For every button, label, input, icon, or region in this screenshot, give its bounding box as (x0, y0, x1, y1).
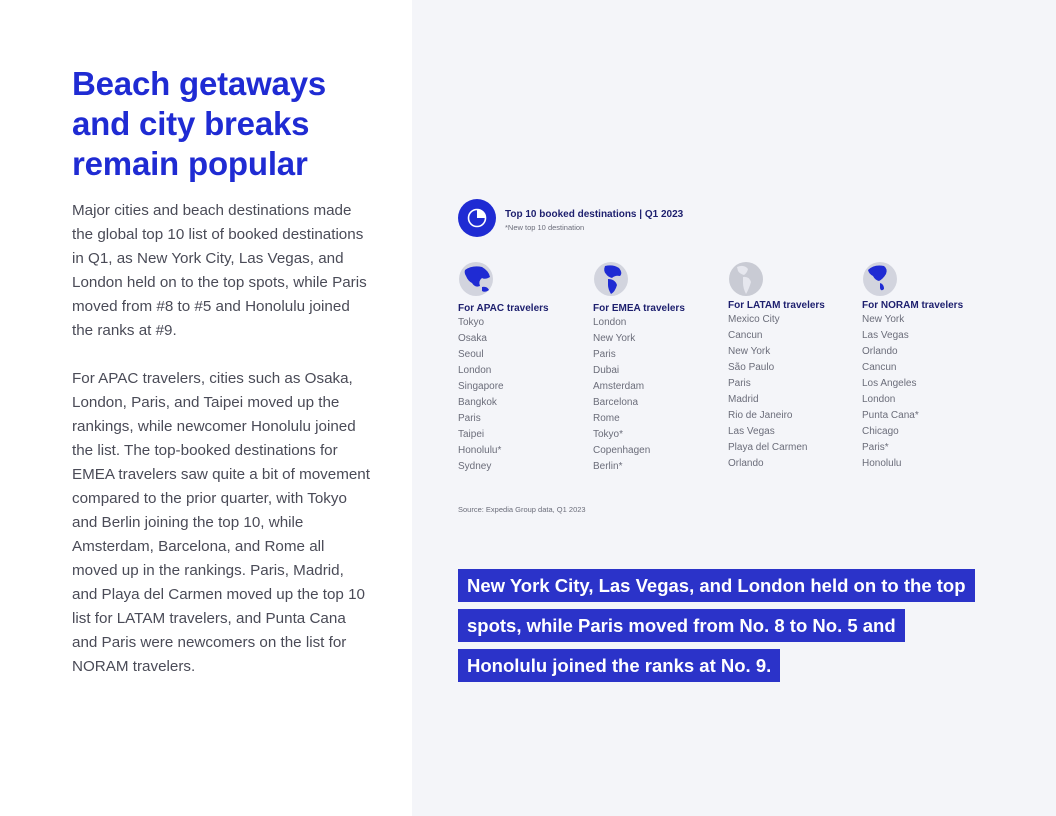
list-item: Paris* (862, 442, 889, 453)
noram-heading: For NORAM travelers (862, 300, 964, 311)
latam-list (728, 312, 858, 472)
list-item: Dubai (593, 365, 620, 376)
list-item: London (593, 317, 627, 328)
list-item: Orlando (862, 346, 898, 357)
noram-list (862, 312, 992, 472)
list-item: Berlin* (593, 461, 623, 472)
emea-heading: For EMEA travelers (593, 303, 685, 314)
pie-chart-icon (458, 199, 496, 237)
list-item: Paris (593, 349, 616, 360)
chart-header (458, 199, 858, 239)
intro-paragraph: Major cities and beach destinations made the global top 10 list of booked destinations in Q1, as New York City, Las Vegas, and London held on to the top spots, while Paris moved from #8 to #5 and Honolulu joined the ranks at #9. (72, 202, 367, 339)
list-item: Cancun (728, 330, 763, 341)
list-item: London (862, 394, 896, 405)
noram-column (862, 261, 992, 472)
list-item: Singapore (458, 381, 504, 392)
latam-heading: For LATAM travelers (728, 300, 825, 311)
list-item: Honolulu* (458, 445, 502, 456)
list-item: London (458, 365, 492, 376)
regional-paragraph: For APAC travelers, cities such as Osaka, London, Paris, and Taipei moved up the rankings, while newcomer Honolulu joined the list. The top-booked destinations for EMEA travelers saw quite a bit of movement compared to the prior quarter, with Tokyo and Berlin joining the top 10, while Amsterdam, Barcelona, and Rome all moved up in the rankings. Paris, Madrid, and Playa del Carmen moved up the top 10 list for LATAM travelers, and Punta Cana and Paris were newcomers on the list for NORAM travelers. (72, 370, 370, 675)
list-item: Honolulu (862, 458, 902, 469)
list-item: New York (862, 314, 905, 325)
globe-north-america-icon (862, 261, 898, 297)
chart-footnote: *New top 10 destination (505, 223, 585, 232)
list-item: New York (593, 333, 636, 344)
globe-europe-icon (593, 261, 629, 297)
latam-column (728, 261, 858, 472)
list-item: Paris (728, 378, 751, 389)
chart-title: Top 10 booked destinations | Q1 2023 (505, 209, 684, 220)
list-item: Rome (593, 413, 620, 424)
list-item: Mexico City (728, 314, 780, 325)
callout-text: New York City, Las Vegas, and London held on to the top spots, while Paris moved from No. 8 to No. 5 and Honolulu joined the ranks at No. 9. (458, 569, 975, 682)
list-item: Paris (458, 413, 481, 424)
list-item: Barcelona (593, 397, 639, 408)
text-panel (0, 0, 412, 816)
list-item: Tokyo (458, 317, 485, 328)
list-item: Las Vegas (862, 330, 909, 341)
list-item: Rio de Janeiro (728, 410, 793, 421)
list-item: Cancun (862, 362, 897, 373)
list-item: Chicago (862, 426, 899, 437)
list-item: Taipei (458, 429, 485, 440)
emea-list (593, 315, 723, 475)
list-item: Copenhagen (593, 445, 651, 456)
page-title: Beach getaways and city breaks remain popular (72, 65, 326, 182)
apac-heading: For APAC travelers (458, 303, 549, 314)
list-item: Bangkok (458, 397, 497, 408)
list-item: Las Vegas (728, 426, 775, 437)
apac-list (458, 315, 588, 475)
emea-column (593, 261, 723, 475)
apac-column (458, 261, 588, 475)
list-item: Tokyo* (593, 429, 624, 440)
list-item: Playa del Carmen (728, 442, 808, 453)
list-item: São Paulo (728, 362, 775, 373)
list-item: Punta Cana* (862, 410, 919, 421)
source-note: Source: Expedia Group data, Q1 2023 (458, 505, 586, 514)
callout-quote (458, 566, 978, 686)
list-item: Osaka (458, 333, 487, 344)
list-item: Orlando (728, 458, 764, 469)
list-item: Seoul (458, 349, 484, 360)
list-item: Sydney (458, 461, 492, 472)
list-item: Los Angeles (862, 378, 917, 389)
globe-asia-icon (458, 261, 494, 297)
list-item: Madrid (728, 394, 759, 405)
globe-americas-icon (728, 261, 764, 297)
list-item: New York (728, 346, 771, 357)
list-item: Amsterdam (593, 381, 645, 392)
